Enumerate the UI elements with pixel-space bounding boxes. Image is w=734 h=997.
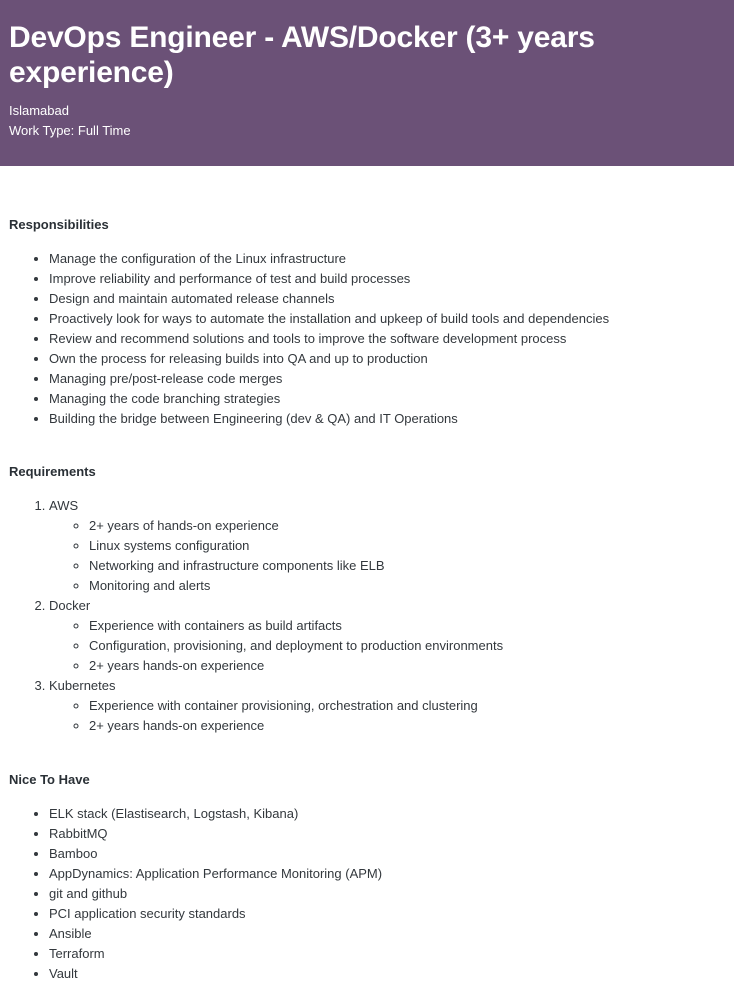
list-item: • Proactively look for ways to automate the installation and upkeep of build tools and dependencies <box>49 309 725 329</box>
list-item: ◦ Networking and infrastructure components like ELB <box>89 556 725 576</box>
requirement-sublist <box>49 616 725 676</box>
list-item: • Building the bridge between Engineering (dev & QA) and IT Operations <box>49 409 725 429</box>
list-item: ◦ 2+ years hands-on experience <box>89 716 725 736</box>
list-item: • Design and maintain automated release channels <box>49 289 725 309</box>
list-item: • Vault <box>49 964 725 984</box>
list-item: • Ansible <box>49 924 725 944</box>
list-item: ◦ Linux systems configuration <box>89 536 725 556</box>
list-item: ◦ Configuration, provisioning, and deployment to production environments <box>89 636 725 656</box>
list-item: • RabbitMQ <box>49 824 725 844</box>
list-item: • ELK stack (Elastisearch, Logstash, Kibana) <box>49 804 725 824</box>
list-item: • AppDynamics: Application Performance Monitoring (APM) <box>49 864 725 884</box>
job-title: DevOps Engineer - AWS/Docker (3+ years experience) <box>9 21 595 89</box>
list-item: • Improve reliability and performance of test and build processes <box>49 269 725 289</box>
list-item: • Managing pre/post-release code merges <box>49 369 725 389</box>
responsibilities-heading: Responsibilities <box>9 217 109 232</box>
requirements-heading: Requirements <box>9 464 96 479</box>
nice-to-have-heading: Nice To Have <box>9 772 90 787</box>
list-item: • Terraform <box>49 944 725 964</box>
job-header <box>0 0 734 166</box>
job-work-type: Work Type: Full Time <box>9 123 131 138</box>
list-item: • Manage the configuration of the Linux infrastructure <box>49 249 725 269</box>
list-item: • Review and recommend solutions and tools to improve the software development process <box>49 329 725 349</box>
requirements-section <box>9 462 725 736</box>
list-item: ◦ 2+ years hands-on experience <box>89 656 725 676</box>
list-item: ◦ Monitoring and alerts <box>89 576 725 596</box>
list-item: ◦ Experience with containers as build artifacts <box>89 616 725 636</box>
responsibilities-section <box>9 215 725 429</box>
list-item: • Bamboo <box>49 844 725 864</box>
list-item: • Managing the code branching strategies <box>49 389 725 409</box>
requirement-sublist <box>49 516 725 596</box>
list-item: • git and github <box>49 884 725 904</box>
list-item: ◦ Experience with container provisioning, orchestration and clustering <box>89 696 725 716</box>
requirement-group-label: Kubernetes <box>49 678 116 693</box>
requirement-group-label: AWS <box>49 498 79 513</box>
nice-to-have-list <box>9 804 725 984</box>
list-item: • PCI application security standards <box>49 904 725 924</box>
requirement-group-kubernetes <box>49 676 725 736</box>
requirement-group-label: Docker <box>49 598 91 613</box>
requirement-group-aws <box>49 496 725 596</box>
job-location: Islamabad <box>9 103 69 118</box>
requirement-sublist <box>49 696 725 736</box>
requirement-group-docker <box>49 596 725 676</box>
requirements-list <box>9 496 725 736</box>
list-item: ◦ 2+ years of hands-on experience <box>89 516 725 536</box>
list-item: • Own the process for releasing builds into QA and up to production <box>49 349 725 369</box>
responsibilities-list <box>9 249 725 429</box>
job-description <box>0 215 734 984</box>
nice-to-have-section <box>9 770 725 984</box>
